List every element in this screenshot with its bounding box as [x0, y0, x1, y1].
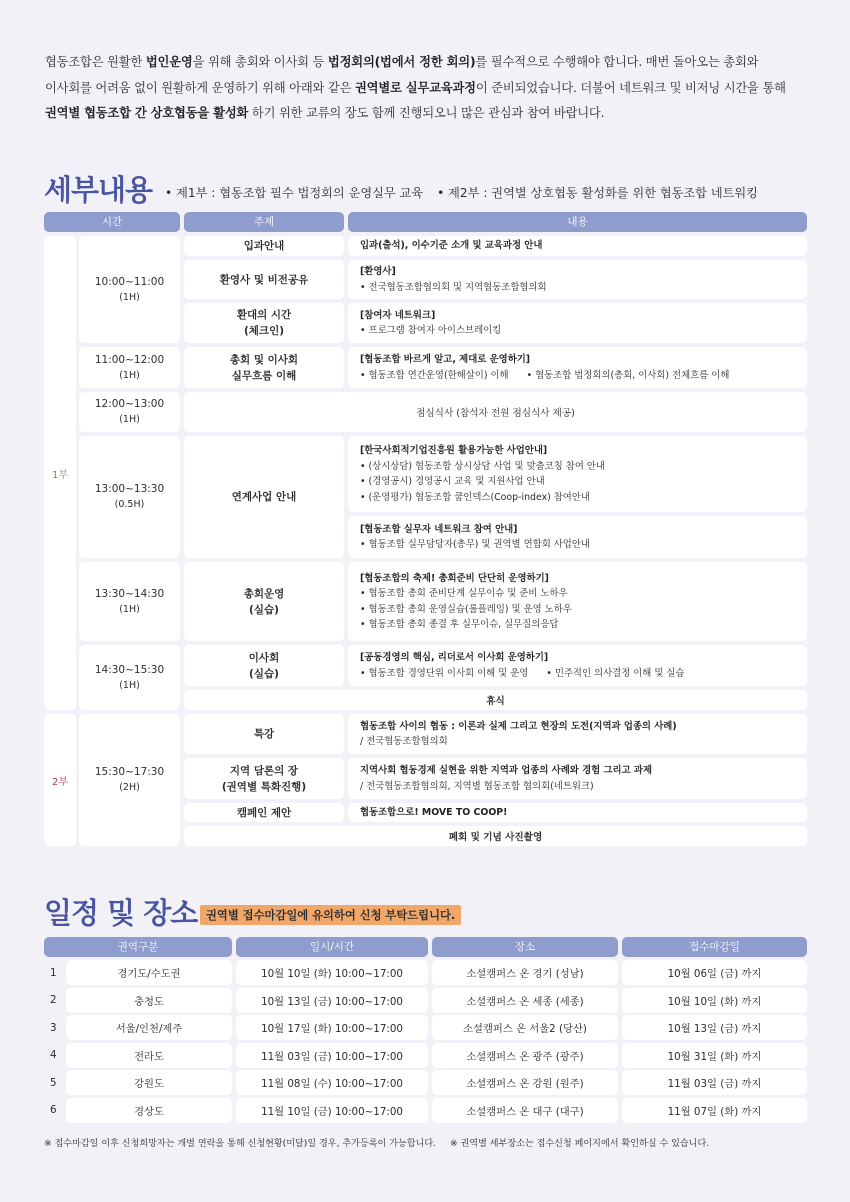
row-deadline: 11월 03일 (금) 까지: [622, 1070, 807, 1095]
row-date: 11월 10일 (금) 10:00~17:00: [236, 1098, 428, 1123]
content-cell: [환영사] • 전국협동조합협의회 및 지역협동조합협의회: [348, 260, 807, 299]
topic-cell: 총회운영 (실습): [184, 562, 344, 641]
content-cell: 입과(출석), 이수기준 소개 및 교육과정 안내: [348, 236, 807, 256]
row-number: 3: [50, 1021, 57, 1034]
row-deadline: 11월 07일 (화) 까지: [622, 1098, 807, 1123]
row-region: 경상도: [66, 1098, 232, 1123]
details-title: 세부내용: [44, 173, 153, 207]
header-content: 내용: [348, 212, 807, 232]
time-slot: 10:00~11:00 (1H): [79, 236, 180, 343]
schedule-notice: 권역별 접수마감일에 유의하여 신청 부탁드립니다.: [200, 905, 461, 925]
row-date: 11월 03일 (금) 10:00~17:00: [236, 1043, 428, 1068]
row-number: 2: [50, 994, 57, 1006]
content-cell: [협동조합 실무자 네트워크 참여 안내] • 협동조합 실무담당자(총무) 및 권역별 연합회 사업안내: [348, 516, 807, 558]
lunch-cell: 점심식사 (참석자 전원 점심식사 제공): [184, 392, 807, 432]
row-number: 6: [50, 1104, 57, 1116]
content-cell: 지역사회 협동경제 실현을 위한 지역과 업종의 사례와 경험 그리고 과제 / 전국협동조합협의회, 지역별 협동조합 협의회(네트워크): [348, 758, 807, 799]
schedule-header-region: 권역구분: [44, 937, 232, 957]
row-place: 소셜캠퍼스 온 경기 (성남): [432, 960, 618, 985]
content-cell: [협동조합 바르게 알고, 제대로 운영하기] • 협동조합 연간운영(한해살이) 이해 • 협동조합 법정회의(총회, 이사회) 전체흐름 이해: [348, 347, 807, 388]
time-slot: 12:00~13:00 (1H): [79, 392, 180, 432]
topic-cell: 지역 담론의 장 (권역별 특화진행): [184, 758, 344, 799]
topic-cell: 특강: [184, 714, 344, 754]
row-deadline: 10월 31일 (화) 까지: [622, 1043, 807, 1068]
time-slot: 11:00~12:00 (1H): [79, 347, 180, 388]
details-subtitle: • 제1부 : 협동조합 필수 법정회의 운영실무 교육 • 제2부 : 권역별 상호협동 활성화를 위한 협동조합 네트워킹: [165, 186, 758, 200]
topic-cell: 환대의 시간 (체크인): [184, 303, 344, 343]
row-date: 10월 13일 (금) 10:00~17:00: [236, 988, 428, 1013]
content-cell: [협동조합의 축제! 총회준비 단단히 운영하기] • 협동조합 총회 준비단계 실무이슈 및 준비 노하우 • 협동조합 총회 운영실습(롤플레잉) 및 운영 노하우 • 협동조합 총회 종결 후 실무이슈, 실무질의응답: [348, 562, 807, 641]
intro-paragraph: 협동조합은 원활한 법인운영을 위해 총회와 이사회 등 법정회의(법에서 정한 회의)를 필수적으로 수행해야 합니다. 매번 돌아오는 총회와 이사회를 어려움 없이 원활하게 운영하기 위해 아래와 같은 권역별로 실무교육과정이 준비되었습니다. 더불어 네트워크 및 비저닝 시간을 통해 권역별 협동조합 간 상호협동을 활성화 하기 위한 교류의 장도 함께 진행되오니 많은 관심과 참여 바랍니다.: [45, 55, 786, 120]
row-place: 소셜캠퍼스 온 세종 (세종): [432, 988, 618, 1013]
header-time: 시간: [44, 212, 180, 232]
content-cell: 협동조합으로! MOVE TO COOP!: [348, 803, 807, 822]
topic-cell: 총회 및 이사회 실무흐름 이해: [184, 347, 344, 388]
schedule-header-deadline: 접수마감일: [622, 937, 807, 957]
time-slot: 14:30~15:30 (1H): [79, 645, 180, 710]
row-deadline: 10월 10일 (화) 까지: [622, 988, 807, 1013]
time-slot: 15:30~17:30 (2H): [79, 714, 180, 846]
part1-label: 1부: [44, 236, 76, 710]
break-cell: 휴식: [184, 690, 807, 710]
schedule-title: 일정 및 장소: [44, 896, 198, 930]
topic-cell: 연계사업 안내: [184, 436, 344, 558]
topic-cell: 이사회 (실습): [184, 645, 344, 686]
content-cell: [참여자 네트워크] • 프로그램 참여자 아이스브레이킹: [348, 303, 807, 343]
row-region: 전라도: [66, 1043, 232, 1068]
row-date: 11월 08일 (수) 10:00~17:00: [236, 1070, 428, 1095]
content-cell: 협동조합 사이의 협동 : 이론과 실제 그리고 현장의 도전(지역과 업종의 사례) / 전국협동조합협의회: [348, 714, 807, 754]
schedule-header-date: 일시/시간: [236, 937, 428, 957]
header-topic: 주제: [184, 212, 344, 232]
part2-label: 2부: [44, 714, 76, 846]
row-place: 소셜캠퍼스 온 광주 (광주): [432, 1043, 618, 1068]
schedule-header-place: 장소: [432, 937, 618, 957]
closing-cell: 폐회 및 기념 사진촬영: [184, 826, 807, 846]
content-cell: [한국사회적기업진흥원 활용가능한 사업안내] • (상시상담) 협동조합 상시상담 사업 및 맞춤코칭 참여 안내 • (경영공시) 경영공시 교육 및 지원사업 안내 • (운영평가) 협동조합 쿱인덱스(Coop-index) 참여안내: [348, 436, 807, 512]
time-slot: 13:30~14:30 (1H): [79, 562, 180, 641]
topic-cell: 환영사 및 비전공유: [184, 260, 344, 299]
row-deadline: 10월 13일 (금) 까지: [622, 1015, 807, 1040]
row-region: 서울/인천/제주: [66, 1015, 232, 1040]
footnote-2: ※ 권역별 세부장소는 접수신청 페이지에서 확인하실 수 있습니다.: [450, 1139, 710, 1149]
row-number: 5: [50, 1076, 57, 1089]
row-number: 1: [50, 966, 57, 979]
time-slot: 13:00~13:30 (0.5H): [79, 436, 180, 558]
row-number: 4: [50, 1049, 57, 1061]
topic-cell: 입과안내: [184, 236, 344, 256]
row-place: 소셜캠퍼스 온 강원 (원주): [432, 1070, 618, 1095]
row-place: 소셜캠퍼스 온 대구 (대구): [432, 1098, 618, 1123]
row-date: 10월 17일 (화) 10:00~17:00: [236, 1015, 428, 1040]
row-place: 소셜캠퍼스 온 서울2 (당산): [432, 1015, 618, 1040]
footnote-1: ※ 접수마감일 이후 신청희망자는 개별 연락을 통해 신청현황(미달)일 경우, 추가등록이 가능합니다.: [44, 1139, 437, 1149]
content-cell: [공동경영의 핵심, 리더로서 이사회 운영하기] • 협동조합 경영단위 이사회 이해 및 운영 • 민주적인 의사결정 이해 및 실습: [348, 645, 807, 686]
row-region: 강원도: [66, 1070, 232, 1095]
row-region: 충청도: [66, 988, 232, 1013]
topic-cell: 캠페인 제안: [184, 803, 344, 822]
row-deadline: 10월 06일 (금) 까지: [622, 960, 807, 985]
row-region: 경기도/수도권: [66, 960, 232, 985]
row-date: 10월 10일 (화) 10:00~17:00: [236, 960, 428, 985]
